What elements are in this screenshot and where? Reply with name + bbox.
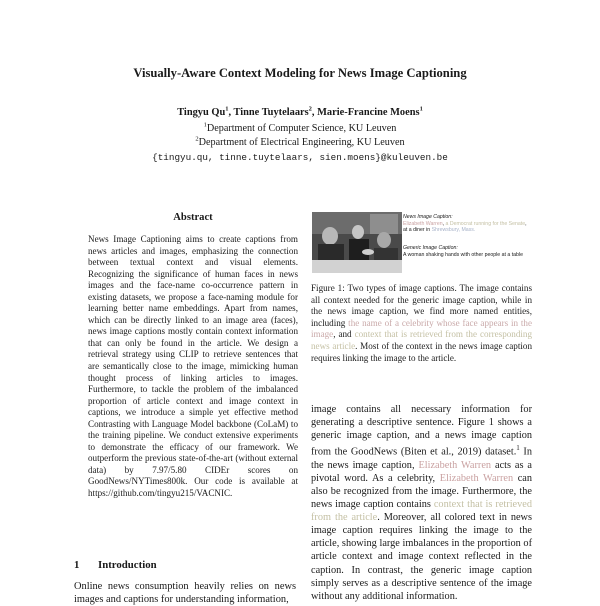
affil-text: Department of Electrical Engineering, KU Leuven bbox=[198, 137, 405, 148]
body-text: . Moreover, all colored text in news image caption requires linking the image to the article, showing large imbalances in the proportion of article context and image context reflected in the caption. In contrast, the generic image caption simply serves as a descriptive sentence of the image without any additional information. bbox=[311, 512, 533, 602]
affiliation bbox=[0, 123, 600, 134]
body-text: In the news image caption, bbox=[311, 446, 532, 471]
author-affil-sup: 1 bbox=[419, 105, 423, 113]
generic-caption-label: Generic Image Caption: bbox=[403, 245, 458, 251]
author-affil-sup: 2 bbox=[308, 105, 312, 113]
caption-mid: , at a diner in bbox=[403, 220, 527, 234]
paper-title: Visually-Aware Context Modeling for News Image Captioning bbox=[133, 66, 467, 80]
author-name: Tingyu Qu bbox=[177, 107, 226, 118]
body-text: can also be recognized from the image. Furthermore, the news image caption contains bbox=[311, 472, 532, 511]
section-number: 1 bbox=[74, 559, 80, 571]
footnote-marker: 1 bbox=[516, 444, 520, 453]
affil-sup: 2 bbox=[195, 135, 199, 143]
abstract-body: News Image Captioning aims to create captions from news articles and images, emphasizing the connection between textual context and visual elements. Recognizing the significance of human faces in news images and the face-name co-occurrence pattern in existing datasets, we propose a face-naming module for learning better name embeddings. Apart from names, which can be directly linked to an image area (faces), news image captions mostly contain context information that can only be found in the article. We design a retrieval strategy using CLIP to retrieve sentences that are semantically close to the image, mimicking human thought process of linking articles to images. Furthermore, to tackle the problem of the imbalanced proportion of article context and image context in captions, we introduce a simple yet effective method Contrasting with Language Model backbone (CoLaM) to the training pipeline. We conduct extensive experiments to demonstrate the efficacy of our framework. We outperform the previous state-of-the-art (without external data) by 7.97/5.80 CIDEr scores on GoodNews/NYTimes800k. Our code is available at https://github.com/tingyu215/VACNIC. bbox=[88, 234, 298, 499]
caption-text: , and bbox=[333, 329, 355, 340]
highlight-person-name: Elizabeth Warren bbox=[418, 459, 492, 471]
photo-illustration bbox=[312, 212, 402, 273]
body-text: image contains all necessary information for generating a descriptive sentence. Figure 1 shows a generic image caption, and a news image caption from the GoodNews (Biten et al., 2019) dataset. bbox=[311, 404, 532, 458]
news-caption-text bbox=[403, 221, 531, 234]
author-emails: {tingyu.qu, tinne.tuytelaars, sien.moens}@kuleuven.be bbox=[152, 152, 448, 163]
caption-context: a Democrat running for the Senate bbox=[445, 220, 526, 227]
caption-text: . Most of the context in the news image caption requires linking the image to the article. bbox=[311, 340, 532, 363]
section-heading bbox=[74, 559, 157, 571]
figure-news-caption bbox=[403, 214, 531, 234]
caption-person-name: Elizabeth Warren bbox=[403, 220, 443, 227]
highlight-context: context that is retrieved from the article bbox=[311, 499, 532, 524]
affil-sup: 1 bbox=[203, 121, 207, 129]
caption-highlight-person: the name of a celebrity whose face appears in the image bbox=[311, 317, 533, 340]
affil-text: Department of Computer Science, KU Leuven bbox=[206, 123, 397, 134]
author-list: Tingyu Qu$^1$, Tinne Tuytelaars$^2$, Marie-Francine Moens$^1$ bbox=[177, 105, 423, 118]
introduction-text: Online news consumption heavily relies on news images and captions for understanding information, bbox=[74, 581, 296, 605]
figure-photo bbox=[312, 212, 402, 273]
author-name: Marie-Francine Moens bbox=[317, 107, 420, 118]
figure-generic-caption bbox=[403, 245, 531, 258]
author-affil-sup: 1 bbox=[225, 105, 229, 113]
author-name: Tinne Tuytelaars bbox=[233, 107, 309, 118]
section-title: Introduction bbox=[98, 559, 157, 571]
caption-context: Shrewsbury, Mass. bbox=[431, 227, 476, 234]
caption-text: Figure 1: Two types of image captions. The image contains all context needed for the generic image caption, while in the news image caption, we find more named entities, including bbox=[311, 283, 532, 328]
highlight-person-name: Elizabeth Warren bbox=[439, 472, 514, 484]
abstract-heading: Abstract bbox=[173, 212, 213, 223]
news-caption-label: News Image Caption: bbox=[403, 214, 453, 220]
body-paragraph bbox=[311, 403, 532, 603]
affiliation bbox=[0, 137, 600, 148]
generic-caption-text: A woman shaking hands with other people at a table bbox=[403, 251, 523, 258]
caption-sep: , bbox=[442, 220, 445, 227]
body-text: acts as a pivotal word. As a celebrity, bbox=[311, 459, 532, 484]
caption-highlight-context: context that is retrieved from the corresponding news article bbox=[311, 329, 533, 351]
figure-caption bbox=[311, 283, 532, 364]
